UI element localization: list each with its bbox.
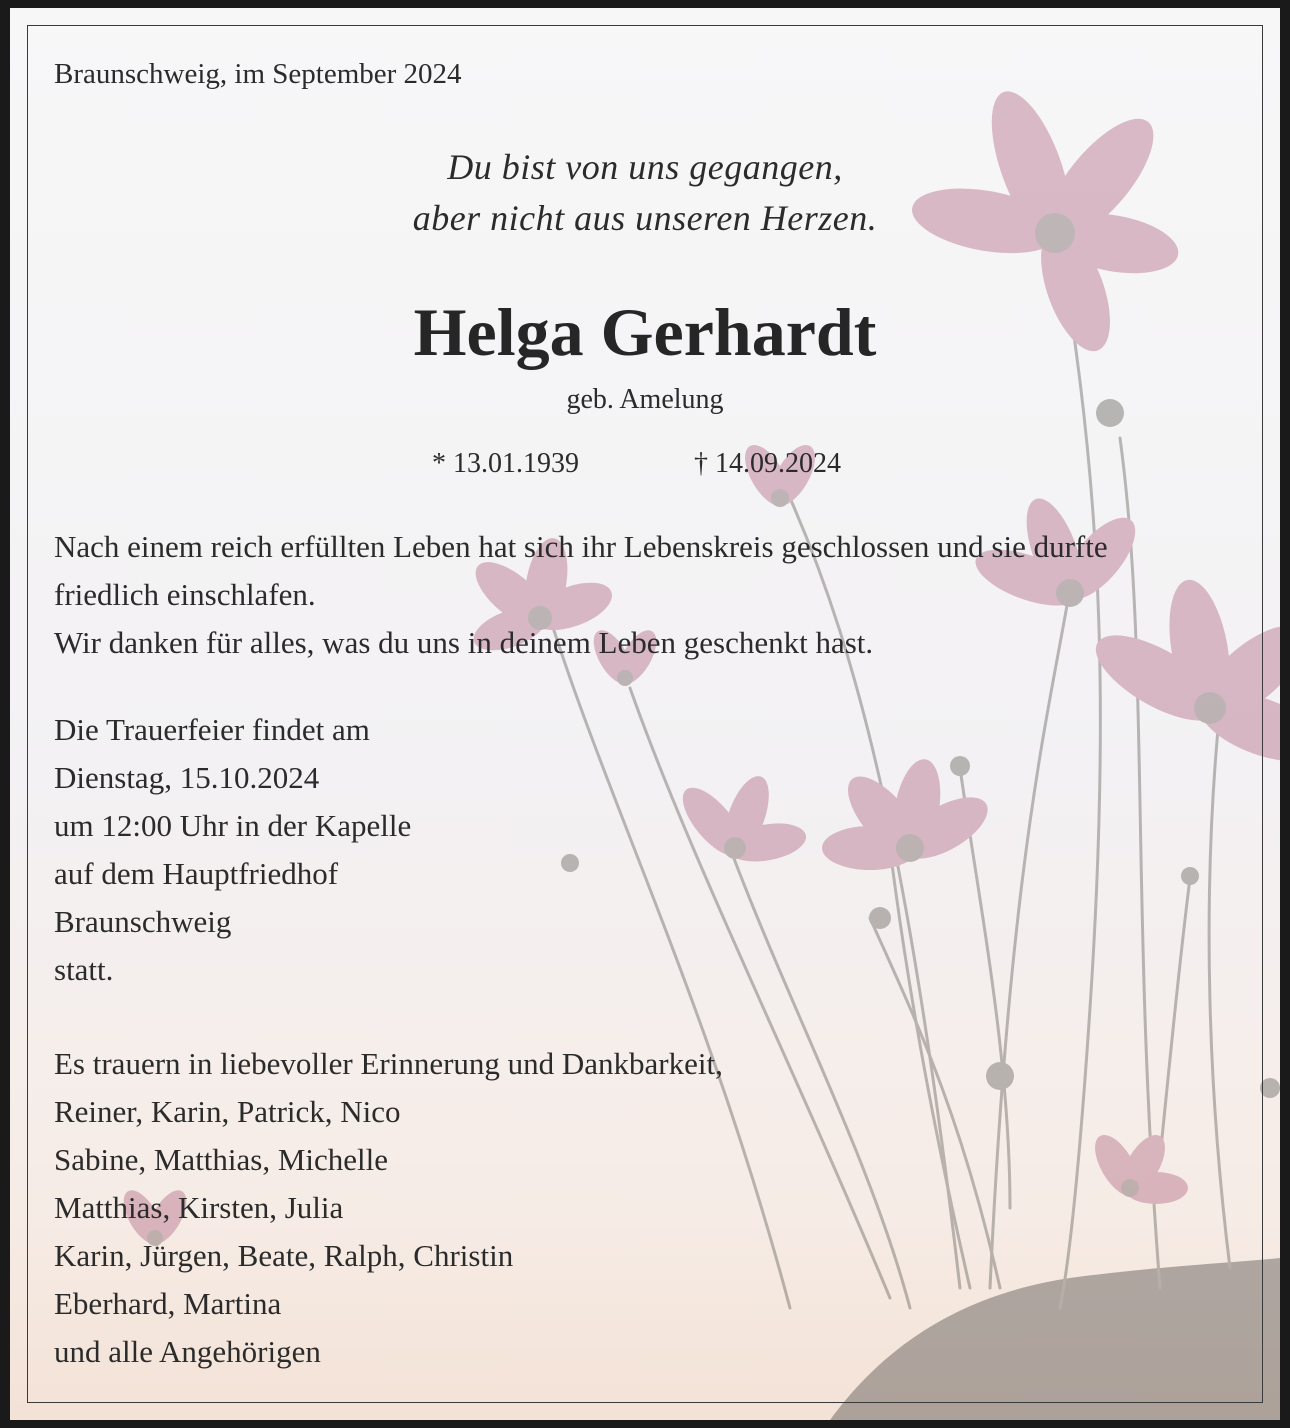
mourners-line: Karin, Jürgen, Beate, Ralph, Christin	[54, 1238, 514, 1273]
ceremony-line: Braunschweig	[54, 904, 232, 939]
mourners-line: Reiner, Karin, Patrick, Nico	[54, 1094, 401, 1129]
birth-date: * 13.01.1939	[432, 448, 579, 479]
tribute-line: friedlich einschlafen.	[54, 577, 316, 612]
mourners-line: und alle Angehörigen	[54, 1334, 321, 1369]
quote-line: aber nicht aus unseren Herzen.	[412, 198, 878, 238]
ceremony-line: auf dem Hauptfriedhof	[54, 856, 339, 891]
ceremony-details	[54, 706, 411, 994]
place-date: Braunschweig, im September 2024	[54, 58, 462, 90]
tribute-line: Wir danken für alles, was du uns in deinem Leben geschenkt hast.	[54, 625, 874, 660]
mourners-line: Matthias, Kirsten, Julia	[54, 1190, 344, 1225]
ceremony-line: um 12:00 Uhr in der Kapelle	[54, 808, 412, 843]
maiden-name: geb. Amelung	[566, 384, 724, 415]
mourners-line: Es trauern in liebevoller Erinnerung und Dankbarkeit,	[54, 1046, 723, 1081]
tribute-text	[54, 523, 1108, 667]
mourners-line: Sabine, Matthias, Michelle	[54, 1142, 389, 1177]
quote-line: Du bist von uns gegangen,	[447, 147, 843, 187]
death-date: † 14.09.2024	[694, 448, 841, 479]
tribute-line: Nach einem reich erfüllten Leben hat sich ihr Lebenskreis geschlossen und sie durfte	[54, 529, 1108, 564]
ceremony-line: Dienstag, 15.10.2024	[54, 760, 320, 795]
deceased-name: Helga Gerhardt	[413, 294, 877, 370]
ceremony-line: statt.	[54, 952, 114, 987]
mourners-list	[54, 1040, 723, 1376]
ceremony-line: Die Trauerfeier findet am	[54, 712, 370, 747]
obituary-card	[10, 8, 1280, 1420]
mourners-line: Eberhard, Martina	[54, 1286, 282, 1321]
